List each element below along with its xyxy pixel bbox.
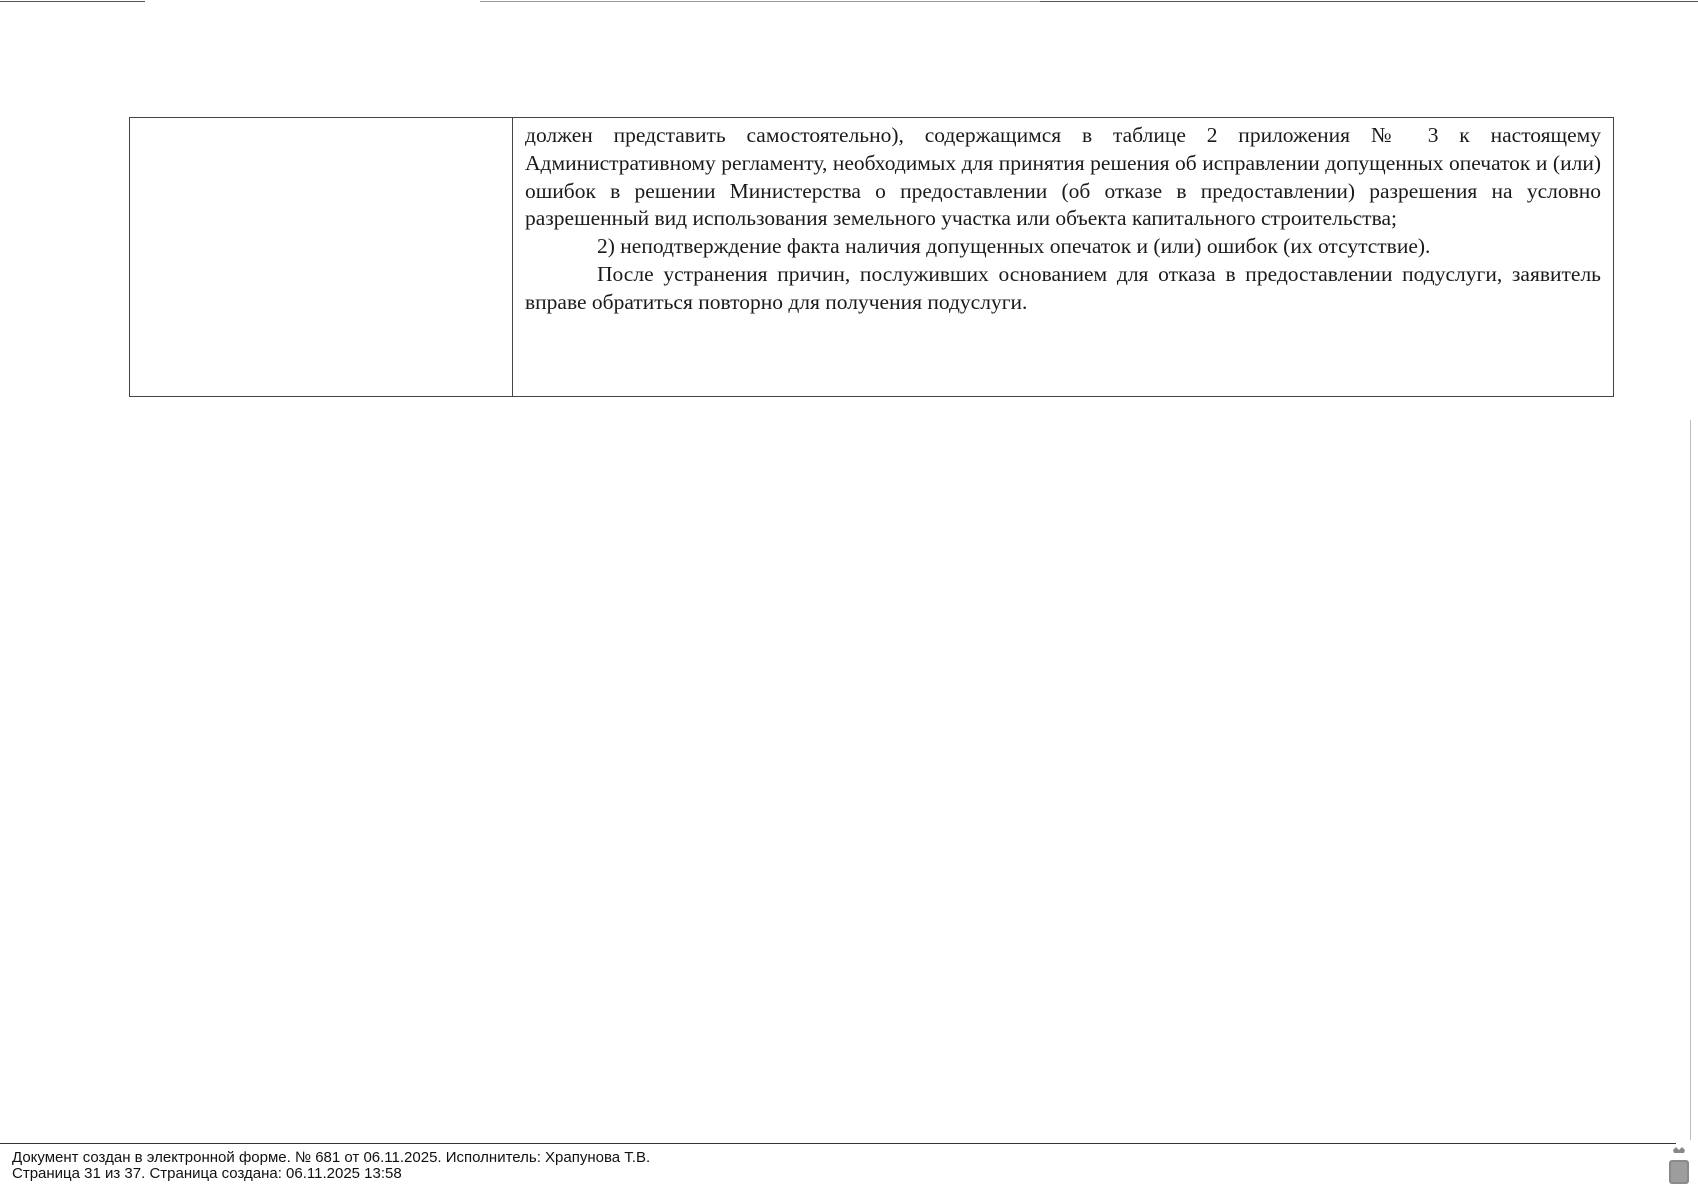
paragraph-continuation: должен представить самостоятельно), содержащимся в таблице 2 приложения № 3 к настоящему Административному регламенту, необходимых для принятия решения об исправлении допущенных опечаток и (или) ошибок в решении Министерства о предоставлении (об отказе в предоставлении) разрешения на условно разрешенный вид использования земельного участка или объекта капитального строительства; [525,123,1601,231]
scan-margin-line [1690,420,1691,1140]
coat-of-arms-icon [1667,1146,1691,1186]
scan-edge-line [480,1,1040,2]
footer-page-info: Страница 31 из 37. Страница создана: 06.11.2025 13:58 [12,1165,402,1182]
paragraph-after-elimination: После устранения причин, послуживших основанием для отказа в предоставлении подуслуги, заявитель вправе обратиться повторно для получения подуслуги. [525,261,1601,314]
scan-edge-line [0,1,145,2]
document-table [129,117,1614,397]
table-cell-right [513,118,1613,396]
footer-divider [0,1143,1676,1144]
scan-edge-line [1040,1,1698,2]
paragraph-item-2: 2) неподтверждение факта наличия допущенных опечаток и (или) ошибок (их отсутствие). [597,234,1431,259]
document-footer [12,1150,650,1182]
footer-document-info: Документ создан в электронной форме. № 681 от 06.11.2025. Исполнитель: Храпунова Т.В. [12,1149,651,1166]
table-cell-left [130,118,513,396]
